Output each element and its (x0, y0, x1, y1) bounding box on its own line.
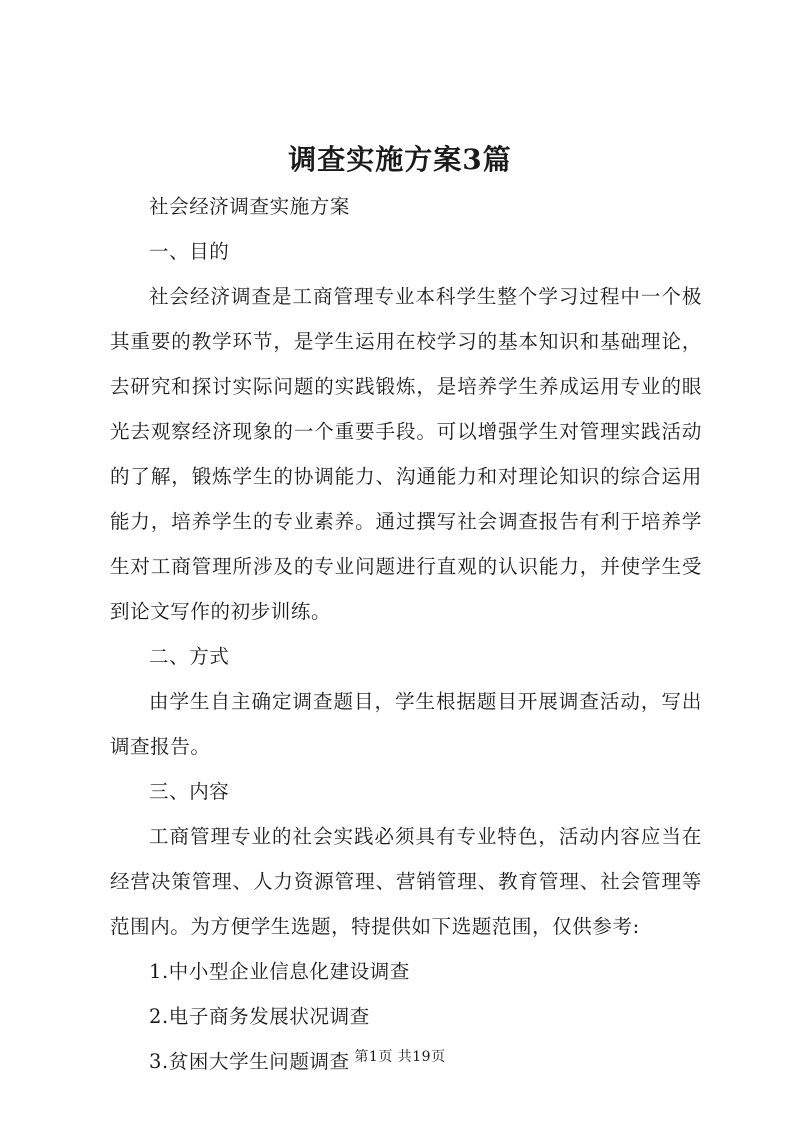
page-number: 第1页 共19页 (354, 1049, 446, 1065)
paragraph-purpose: 社会经济调查是工商管理专业本科学生整个学习过程中一个极其重要的教学环节，是学生运用在校学习的基本知识和基础理论，去研究和探讨实际问题的实践锻炼，是培养学生养成运用专业的眼光去观察经济现象的一个重要手段。可以增强学生对管理实践活动的了解，锻炼学生的协调能力、沟通能力和对理论知识的综合运用能力，培养学生的专业素养。通过撰写社会调查报告有利于培养学生对工商管理所涉及的专业问题进行直观的认识能力，并使学生受到论文写作的初步训练。 (110, 285, 702, 623)
paragraph-content: 工商管理专业的社会实践必须具有专业特色，活动内容应当在经营决策管理、人力资源管理、营销管理、教育管理、社会管理等范围内。为方便学生选题，特提供如下选题范围，仅供参考: (110, 825, 702, 938)
document-body (110, 184, 702, 1084)
heading-method: 二、方式 (149, 645, 230, 668)
list-item: 2.电子商务发展状况调查 (149, 1005, 370, 1028)
paragraph-method: 由学生自主确定调查题目，学生根据题目开展调查活动，写出调查报告。 (110, 690, 702, 758)
heading-content: 三、内容 (149, 780, 230, 803)
list-item: 1.中小型企业信息化建设调查 (149, 960, 411, 983)
document-title: 调查实施方案3篇 (288, 143, 512, 176)
heading-purpose: 一、目的 (149, 240, 230, 263)
list-item: 3.贫困大学生问题调查 (149, 1050, 350, 1073)
section-subtitle: 社会经济调查实施方案 (149, 195, 351, 218)
